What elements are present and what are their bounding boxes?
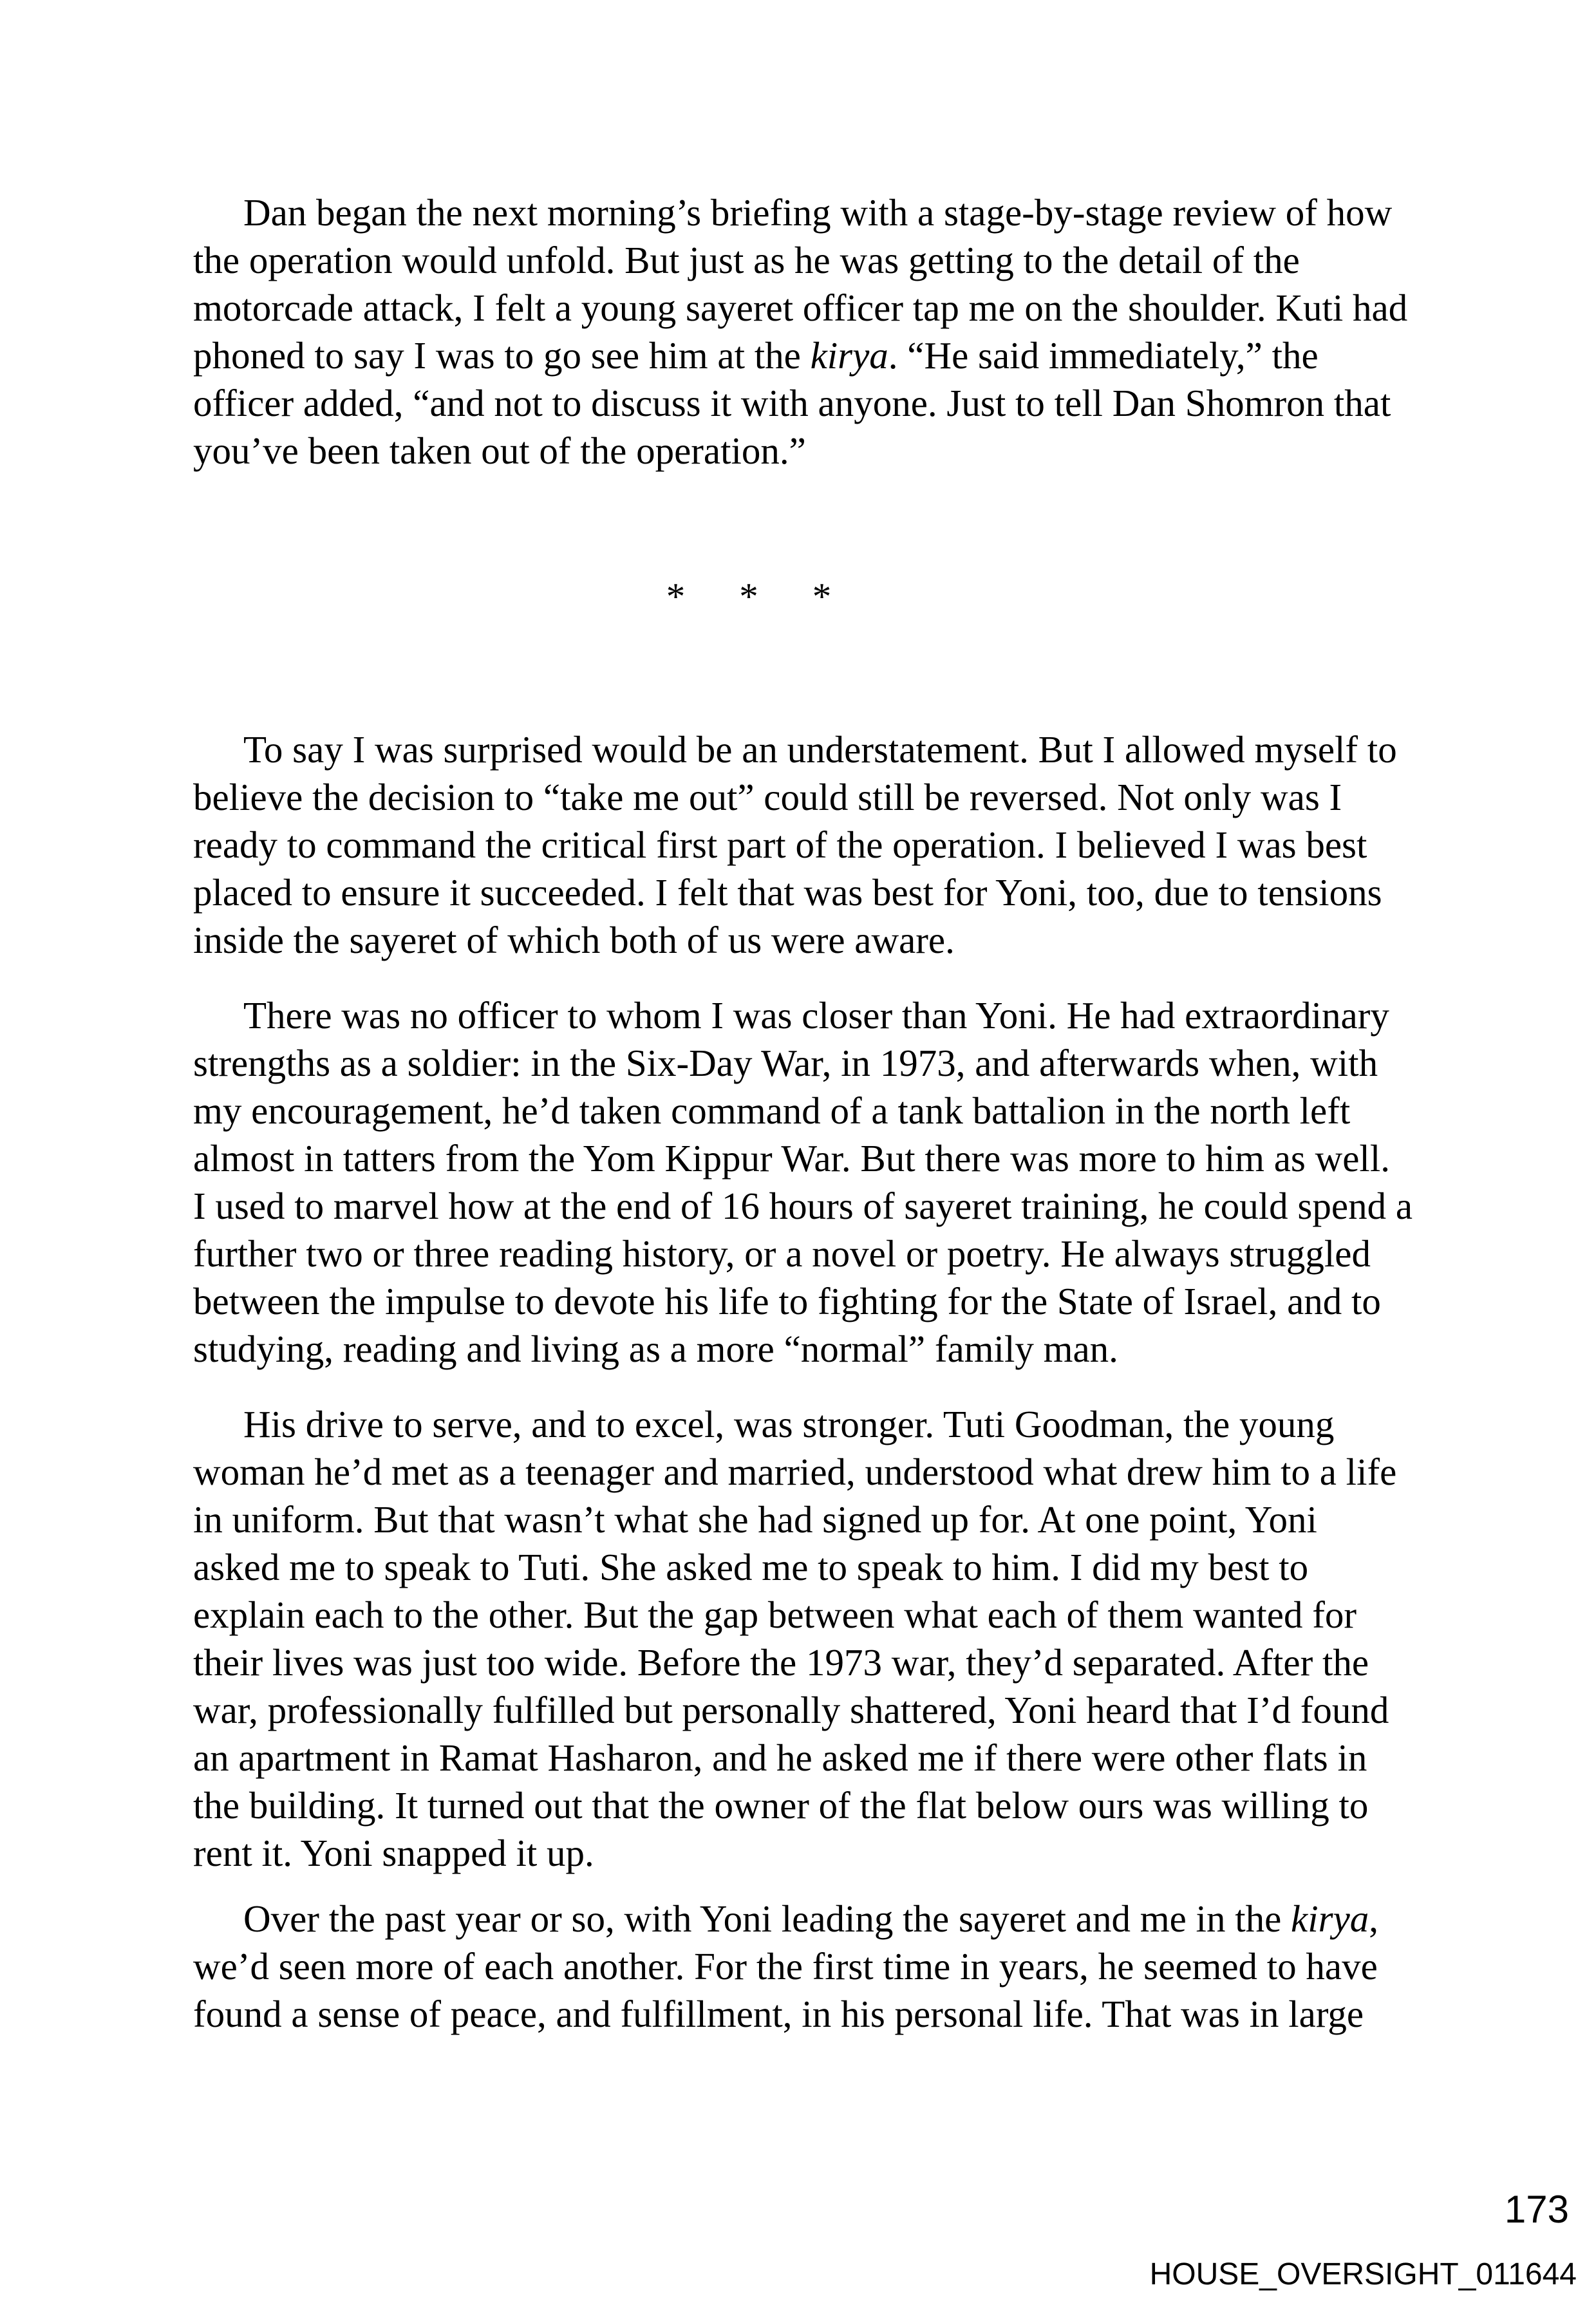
text-line: the operation would unfold. But just as he was getting to the detail of the <box>193 239 1300 281</box>
asterisk: * <box>812 575 832 617</box>
text-line: explain each to the other. But the gap between what each of them wanted for <box>193 1593 1357 1636</box>
text-line <box>193 1895 1416 1942</box>
page-number: 173 <box>1504 2188 1569 2231</box>
text-line: asked me to speak to Tuti. She asked me to speak to him. I did my best to <box>193 1546 1309 1588</box>
asterisk: * <box>666 575 686 617</box>
text-line: officer added, “and not to discuss it with anyone. Just to tell Dan Shomron that <box>193 382 1391 424</box>
text-line: between the impulse to devote his life to fighting for the State of Israel, and to <box>193 1280 1381 1322</box>
paragraph <box>193 726 1416 964</box>
text-line: His drive to serve, and to excel, was stronger. Tuti Goodman, the young <box>243 1403 1335 1445</box>
text-line: strengths as a soldier: in the Six-Day War, in 1973, and afterwards when, with <box>193 1042 1378 1084</box>
section-break <box>137 572 1360 620</box>
text-line: we’d seen more of each another. For the first time in years, he seemed to have <box>193 1945 1378 1988</box>
paragraph <box>193 1895 1416 2038</box>
text-segment: Over the past year or so, with Yoni leading the sayeret and me in the <box>243 1897 1291 1940</box>
asterisk: * <box>739 575 758 617</box>
text-line: rent it. Yoni snapped it up. <box>193 1832 594 1874</box>
text-line: my encouragement, he’d taken command of a tank battalion in the north left <box>193 1089 1351 1132</box>
text-line: the building. It turned out that the owner of the flat below ours was willing to <box>193 1784 1369 1827</box>
text-line: woman he’d met as a teenager and married, understood what drew him to a life <box>193 1451 1397 1493</box>
text-line: ready to command the critical first part of the operation. I believed I was best <box>193 823 1367 866</box>
text-segment: phoned to say I was to go see him at the <box>193 334 811 377</box>
text-line <box>193 332 1416 379</box>
text-line: further two or three reading history, or a novel or poetry. He always struggled <box>193 1232 1371 1275</box>
text-segment: . “He said immediately,” the <box>888 334 1319 377</box>
text-line: Dan began the next morning’s briefing with a stage-by-stage review of how <box>243 191 1393 234</box>
text-line: There was no officer to whom I was closer than Yoni. He had extraordinary <box>243 994 1389 1037</box>
text-line: To say I was surprised would be an understatement. But I allowed myself to <box>243 728 1397 771</box>
bates-stamp-watermark: HOUSE_OVERSIGHT_011644 <box>1149 2257 1577 2291</box>
paragraph <box>193 189 1416 475</box>
text-segment: , <box>1369 1897 1379 1940</box>
paragraph <box>193 1400 1416 1877</box>
italic-word: kirya <box>1291 1897 1369 1940</box>
italic-word: kirya <box>810 334 888 377</box>
text-line: placed to ensure it succeeded. I felt that was best for Yoni, too, due to tensions <box>193 871 1382 914</box>
page-text-column <box>193 189 1416 2038</box>
text-line: found a sense of peace, and fulfillment, in his personal life. That was in large <box>193 1993 1364 2035</box>
text-line: studying, reading and living as a more “normal” family man. <box>193 1328 1118 1370</box>
text-line: an apartment in Ramat Hasharon, and he asked me if there were other flats in <box>193 1736 1367 1779</box>
text-line: their lives was just too wide. Before the 1973 war, they’d separated. After the <box>193 1641 1369 1684</box>
text-line: I used to marvel how at the end of 16 hours of sayeret training, he could spend a <box>193 1185 1413 1227</box>
text-line: almost in tatters from the Yom Kippur War. But there was more to him as well. <box>193 1137 1390 1180</box>
text-line: war, professionally fulfilled but personally shattered, Yoni heard that I’d found <box>193 1689 1389 1731</box>
text-line: you’ve been taken out of the operation.” <box>193 429 806 472</box>
text-line: believe the decision to “take me out” could still be reversed. Not only was I <box>193 776 1342 818</box>
text-line: inside the sayeret of which both of us were aware. <box>193 919 955 961</box>
text-line: in uniform. But that wasn’t what she had signed up for. At one point, Yoni <box>193 1498 1317 1541</box>
paragraph <box>193 992 1416 1373</box>
text-line: motorcade attack, I felt a young sayeret officer tap me on the shoulder. Kuti had <box>193 287 1408 329</box>
